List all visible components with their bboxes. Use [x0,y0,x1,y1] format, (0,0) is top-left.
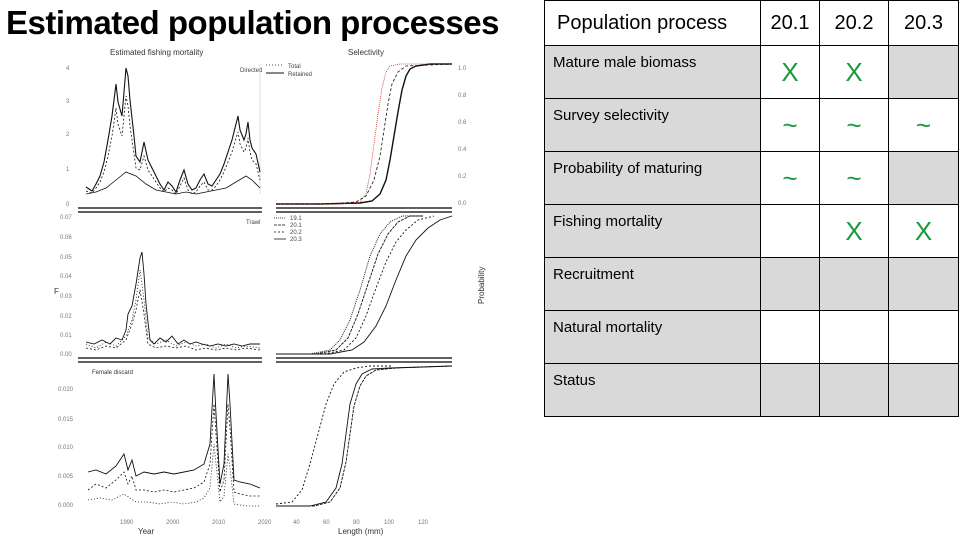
legend-mid-title: Trawl [246,220,261,226]
cell-recruitment-203 [889,258,959,311]
header-process: Population process [545,1,761,46]
f-trawl-c [86,270,260,348]
sel-discard-c [276,366,452,506]
x-tick-2020: 2020 [258,520,272,526]
f-directed-total [86,68,263,192]
top-y-tick-2: 2 [66,132,70,138]
f-directed-retained [86,96,260,194]
row-label-natural-mortality: Natural mortality [545,311,761,364]
cell-fishing-203: X [889,205,959,258]
cell-survey-202: ~ [820,99,889,152]
mid-y-tick-003: 0.03 [60,294,72,300]
table-row [545,99,959,152]
table-row [545,46,959,99]
cell-natural-201 [761,311,820,364]
top-y-tick-0: 0 [66,202,70,208]
y-title-left: F [54,287,59,296]
legend-201-label: 20.1 [290,223,302,229]
x-tick-60: 60 [323,520,330,526]
f-trawl-a [86,252,260,346]
cell-status-201 [761,364,820,417]
table-row [545,205,959,258]
right-tick-0: 0.0 [458,201,467,207]
header-203: 20.3 [889,1,959,46]
y-title-right: Probability [477,266,486,304]
fishing-mortality-title: Estimated fishing mortality [110,48,204,57]
sel-discard-a [276,366,392,504]
cell-recruitment-202 [820,258,889,311]
table-row [545,152,959,205]
discard-c [88,444,260,506]
table-row [545,311,959,364]
row-label-status: Status [545,364,761,417]
top-y-tick-4: 4 [66,66,70,72]
cell-fishing-201 [761,205,820,258]
right-tick-06: 0.6 [458,120,467,126]
slide-title: Estimated population processes [6,4,499,41]
legend-191-label: 19.1 [290,216,302,222]
row-label-probability-of-maturing: Probability of maturing [545,152,761,205]
cell-status-202 [820,364,889,417]
x-tick-1990: 1990 [120,520,134,526]
row-label-recruitment: Recruitment [545,258,761,311]
row-label-mature-male-biomass: Mature male biomass [545,46,761,99]
x-tick-80: 80 [353,520,360,526]
sel-top-total [276,64,452,204]
cell-maturing-201: ~ [761,152,820,205]
legend-top-title: Directed [240,68,263,74]
f-trawl-b [86,290,260,350]
right-tick-1: 1.0 [458,66,467,72]
cell-natural-202 [820,311,889,364]
bottom-y-tick-0015: 0.015 [58,417,74,423]
bottom-y-tick-0000: 0.000 [58,503,74,509]
cell-maturing-202: ~ [820,152,889,205]
top-y-tick-1: 1 [66,167,70,173]
figure-svg [40,44,536,540]
cell-maturing-203 [889,152,959,205]
selectivity-title: Selectivity [348,48,385,57]
female-discard-label: Female discard [92,370,134,376]
bottom-y-tick-0005: 0.005 [58,474,74,480]
header-201: 20.1 [761,1,820,46]
population-figure [40,44,536,540]
mid-y-tick-004: 0.04 [60,274,72,280]
population-process-table [544,0,959,417]
mid-y-tick-002: 0.02 [60,314,72,320]
cell-mmb-203 [889,46,959,99]
x-title-left: Year [138,527,155,536]
mid-y-tick-005: 0.05 [60,255,72,261]
bottom-y-tick-0010: 0.010 [58,445,74,451]
mid-y-tick-000: 0.00 [60,352,72,358]
cell-fishing-202: X [820,205,889,258]
table-header-row [545,1,959,46]
cell-mmb-202: X [820,46,889,99]
cell-recruitment-201 [761,258,820,311]
header-202: 20.2 [820,1,889,46]
x-tick-2000: 2000 [166,520,180,526]
x-tick-100: 100 [384,520,395,526]
right-tick-02: 0.2 [458,174,467,180]
bottom-y-tick-0020: 0.020 [58,387,74,393]
sel-top-alt [276,64,452,204]
table-row [545,258,959,311]
cell-survey-201: ~ [761,99,820,152]
x-tick-120: 120 [418,520,429,526]
legend-202-label: 20.2 [290,230,302,236]
row-label-fishing-mortality: Fishing mortality [545,205,761,258]
legend-203-label: 20.3 [290,237,302,243]
discard-b [88,404,260,496]
cell-survey-203: ~ [889,99,959,152]
sel-trawl-203 [276,216,452,354]
sel-top-retained [276,64,452,204]
row-label-survey-selectivity: Survey selectivity [545,99,761,152]
legend-retained-label: Retained [288,72,313,78]
x-tick-40: 40 [293,520,300,526]
cell-natural-203 [889,311,959,364]
x-title-right: Length (mm) [338,527,384,536]
sel-discard-b [276,366,452,506]
cell-status-203 [889,364,959,417]
right-tick-04: 0.4 [458,147,467,153]
top-y-tick-3: 3 [66,99,70,105]
right-tick-08: 0.8 [458,93,467,99]
mid-y-tick-007: 0.07 [60,215,72,221]
mid-y-tick-006: 0.06 [60,235,72,241]
mid-y-tick-001: 0.01 [60,333,72,339]
cell-mmb-201: X [761,46,820,99]
table-row [545,364,959,417]
x-tick-2010: 2010 [212,520,226,526]
discard-a [88,374,260,488]
legend-total-label: Total [288,64,301,70]
